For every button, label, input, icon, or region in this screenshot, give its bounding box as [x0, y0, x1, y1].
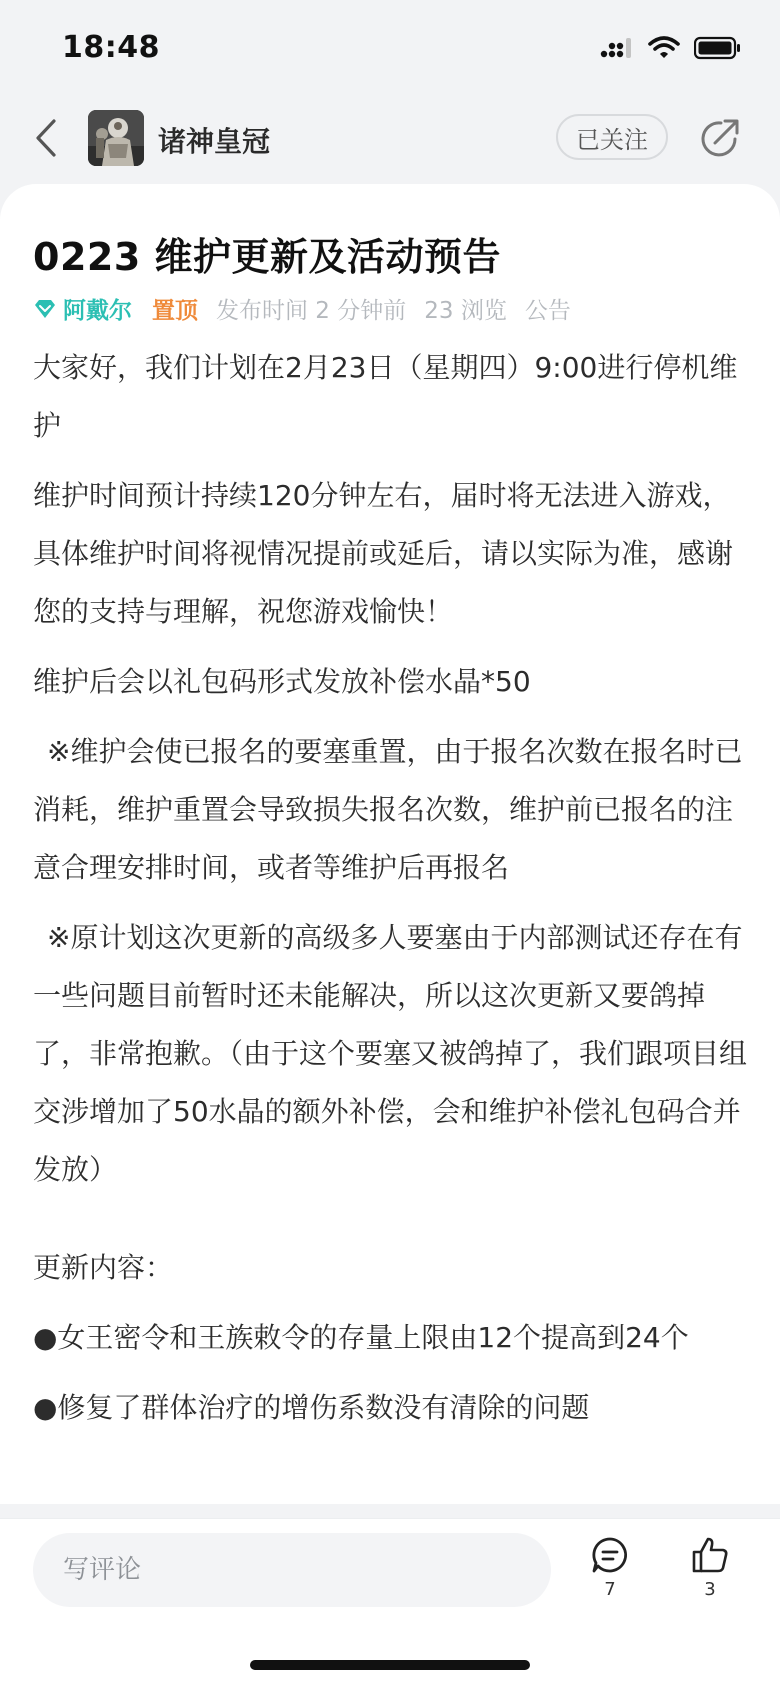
view-count: 23 浏览 — [424, 298, 507, 324]
battery-icon — [694, 36, 742, 64]
post-title: 0223 维护更新及活动预告 — [33, 235, 501, 279]
diamond-badge-icon — [33, 299, 57, 319]
cellular-signal-icon — [600, 37, 634, 63]
publish-time: 发布时间 2 分钟前 — [216, 298, 407, 324]
post-meta — [33, 292, 571, 325]
comment-button[interactable] — [575, 1535, 645, 1600]
status-icons — [600, 36, 742, 64]
app-avatar[interactable] — [88, 110, 144, 166]
share-button[interactable] — [696, 114, 744, 162]
like-count: 3 — [704, 1579, 716, 1600]
post-content-card — [0, 184, 780, 1504]
pinned-badge: 置顶 — [152, 298, 198, 324]
post-paragraph: ●女王密令和王族敕令的存量上限由12个提高到24个 — [33, 1321, 689, 1354]
share-icon — [699, 117, 741, 159]
author-name: 阿戴尔 — [63, 298, 132, 324]
comment-icon — [590, 1535, 630, 1575]
post-paragraph: ※维护会使已报名的要塞重置，由于报名次数在报名时已消耗，维护重置会导致损失报名次数，维护前已报名的注意合理安排时间，或者等维护后再报名 — [33, 735, 743, 884]
comment-input[interactable] — [33, 1533, 551, 1607]
app-name[interactable]: 诸神皇冠 — [158, 125, 271, 158]
status-bar — [0, 0, 780, 100]
author[interactable] — [33, 292, 132, 325]
like-button[interactable] — [675, 1535, 745, 1600]
follow-button[interactable]: 已关注 — [556, 114, 668, 160]
chevron-left-icon — [34, 118, 58, 158]
post-paragraph: 大家好，我们计划在2月23日（星期四）9:00进行停机维护 — [33, 351, 738, 442]
post-paragraph: 维护时间预计持续120分钟左右，届时将无法进入游戏，具体维护时间将视情况提前或延后，请以实际为准，感谢您的支持与理解，祝您游戏愉快！ — [33, 479, 734, 628]
post-paragraph: 更新内容： — [33, 1251, 174, 1284]
navigation-bar — [0, 100, 780, 180]
status-time: 18:48 — [62, 30, 160, 65]
home-indicator — [250, 1660, 530, 1670]
comment-count: 7 — [604, 1579, 616, 1600]
thumbs-up-icon — [690, 1535, 730, 1575]
post-paragraph: 维护后会以礼包码形式发放补偿水晶*50 — [33, 665, 531, 698]
post-paragraph: ●修复了群体治疗的增伤系数没有清除的问题 — [33, 1391, 590, 1424]
back-button[interactable] — [26, 112, 66, 164]
post-category: 公告 — [524, 298, 571, 324]
wifi-icon — [648, 36, 680, 64]
post-body — [33, 339, 751, 1437]
post-paragraph: ※原计划这次更新的高级多人要塞由于内部测试还存在有一些问题目前暂时还未能解决，所以这次更新又要鸽掉了，非常抱歉。（由于这个要塞又被鸽掉了，我们跟项目组交涉增加了50水晶的额外补偿，会和维护补偿礼包码合并发放） — [33, 921, 748, 1186]
